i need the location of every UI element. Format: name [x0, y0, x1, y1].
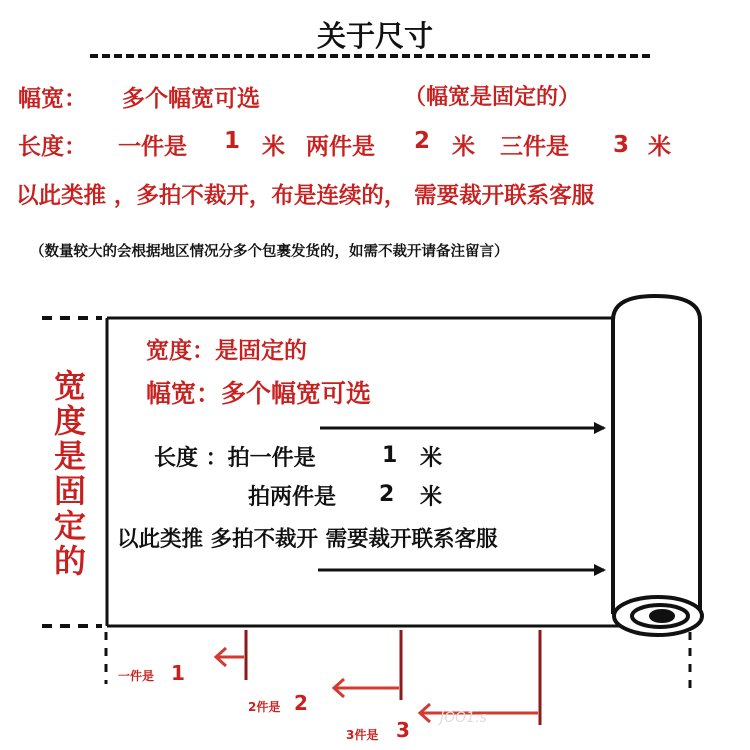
length-three-unit: 米 [648, 134, 671, 160]
length-one-piece: 一件是 [118, 134, 187, 160]
length-two-num: 2 [414, 128, 431, 154]
length-one-num: 1 [224, 128, 241, 154]
marker-one-num: 1 [171, 661, 185, 685]
inner-length-unit1: 米 [420, 446, 443, 471]
width-label: 幅宽： [18, 86, 87, 112]
marker-two-num: 2 [294, 691, 308, 715]
length-label: 长度： [18, 134, 87, 160]
inner-width-fixed: 宽度：是固定的 [146, 338, 307, 364]
fabric-sheet [42, 318, 622, 626]
vertical-width-label: 宽 度 是 固 定 的 [53, 367, 86, 580]
width-value: 多个幅宽可选 [122, 86, 260, 112]
inner-length-num2: 2 [379, 482, 395, 507]
inner-width-options: 幅宽：多个幅宽可选 [146, 379, 372, 408]
page-title: 关于尺寸 [316, 19, 433, 53]
marker-three-text: 3件是 [346, 728, 379, 742]
length-one-unit: 米 [262, 134, 285, 160]
watermark: JOO1.s [440, 710, 487, 726]
length-markers [246, 630, 540, 725]
inner-length-unit2: 米 [420, 485, 443, 510]
marker-three-num: 3 [396, 718, 410, 742]
width-fixed-note: （幅宽是固定的） [404, 85, 581, 110]
inner-length-two: 拍两件是 [248, 485, 337, 510]
marker-one-text: 一件是 [118, 669, 155, 683]
inner-length-num1: 1 [382, 443, 398, 468]
inner-bottom-note: 以此类推 多拍不裁开 需要裁开联系客服 [117, 527, 498, 552]
continuous-fabric-note: 以此类推 ，多拍不裁开，布是连续的， 需要裁开联系客服 [16, 183, 595, 209]
marker-two-text: 2件是 [248, 700, 281, 714]
length-three-piece: 三件是 [500, 134, 569, 160]
length-three-num: 3 [613, 132, 630, 158]
length-two-unit: 米 [452, 134, 475, 160]
inner-length-label: 长度 ：拍一件是 [154, 446, 316, 471]
shipping-notice: （数量较大的会根据地区情况分多个包裹发货的，如需不裁开请备注留言） [30, 244, 509, 260]
fabric-roll [613, 296, 702, 635]
length-two-piece: 两件是 [306, 134, 375, 160]
